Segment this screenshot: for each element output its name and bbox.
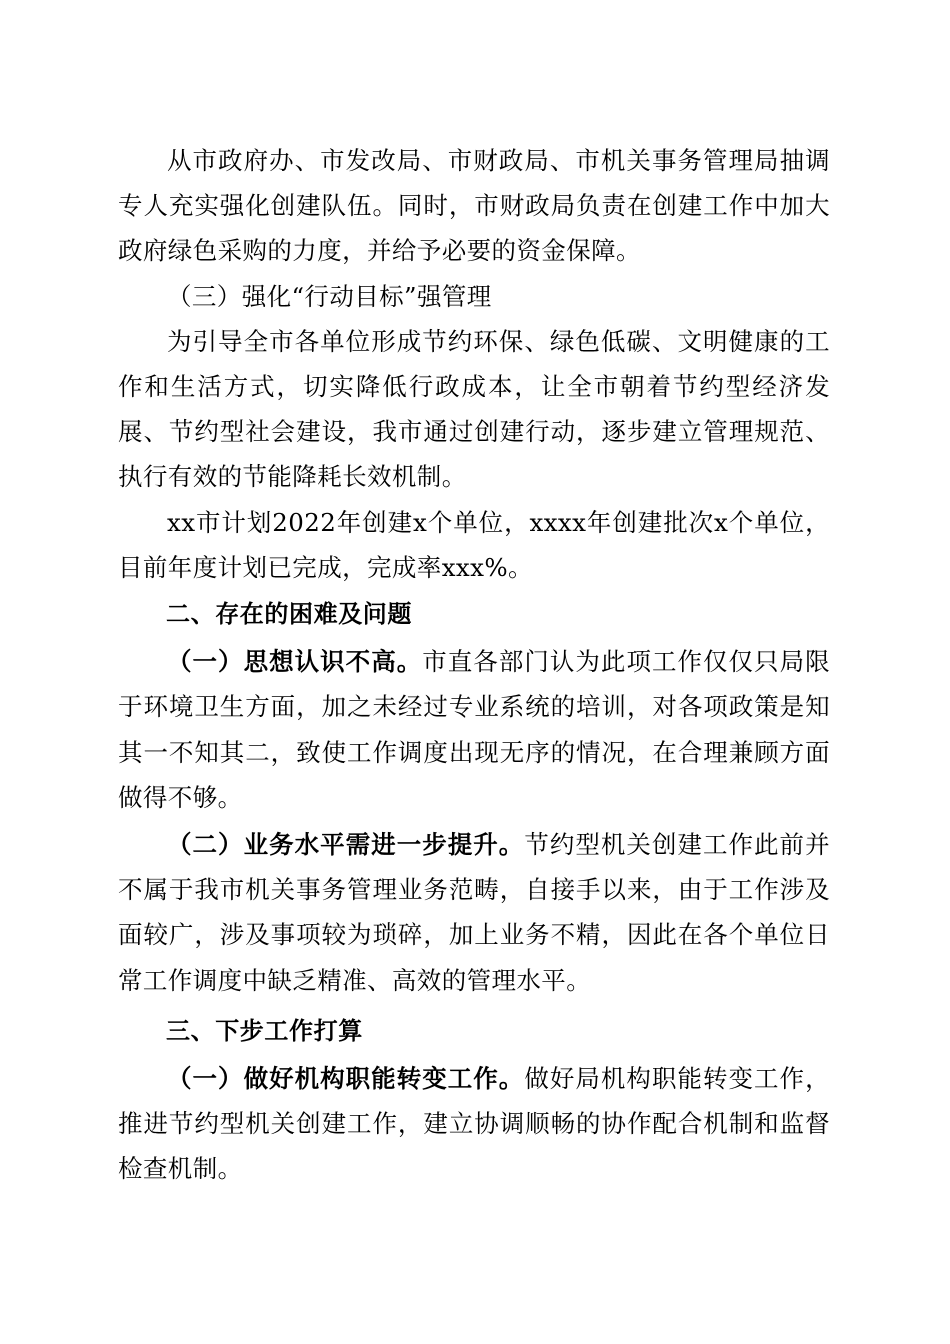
paragraph-plan-completion: xx市计划2022年创建x个单位，xxxx年创建批次x个单位，目前年度计划已完成，完成率xxx%。 xyxy=(118,507,830,582)
paragraph-lead: （一）做好机构职能转变工作。 xyxy=(167,1064,525,1094)
paragraph-text: 做好局机构职能转变工作，推进节约型机关创建工作，建立协调顺畅的协作配合机制和监督检查机制。 xyxy=(118,1064,830,1184)
paragraph-text: 节约型机关创建工作此前并不属于我市机关事务管理业务范畴，自接手以来，由于工作涉及面较广，涉及事项较为琐碎，加上业务不精，因此在各个单位日常工作调度中缺乏精准、高效的管理水平。 xyxy=(118,830,830,995)
paragraph-guidance: 为引导全市各单位形成节约环保、绿色低碳、文明健康的工作和生活方式，切实降低行政成本，让全市朝着节约型经济发展、节约型社会建设，我市通过创建行动，逐步建立管理规范、执行有效的节能降耗长效机制。 xyxy=(118,326,830,492)
document-body xyxy=(118,138,830,1192)
section-heading-next-steps: 三、下步工作打算 xyxy=(166,1016,363,1045)
subheading-action-goals: （三）强化“行动目标”强管理 xyxy=(167,281,492,311)
paragraph-problem-skill xyxy=(118,822,830,1003)
paragraph-continuation: 从市政府办、市发改局、市财政局、市机关事务管理局抽调专人充实强化创建队伍。同时，市财政局负责在创建工作中加大政府绿色采购的力度，并给予必要的资金保障。 xyxy=(118,146,830,266)
paragraph-next-step-function xyxy=(118,1056,830,1192)
paragraph-text: 市直各部门认为此项工作仅仅只局限于环境卫生方面，加之未经过专业系统的培训，对各项政策是知其一不知其二，致使工作调度出现无序的情况，在合理兼顾方面做得不够。 xyxy=(118,647,831,812)
paragraph-lead: （一）思想认识不高。 xyxy=(167,647,423,677)
paragraph-problem-awareness xyxy=(118,639,830,820)
section-heading-problems: 二、存在的困难及问题 xyxy=(166,600,412,629)
paragraph-lead: （二）业务水平需进一步提升。 xyxy=(167,830,525,860)
